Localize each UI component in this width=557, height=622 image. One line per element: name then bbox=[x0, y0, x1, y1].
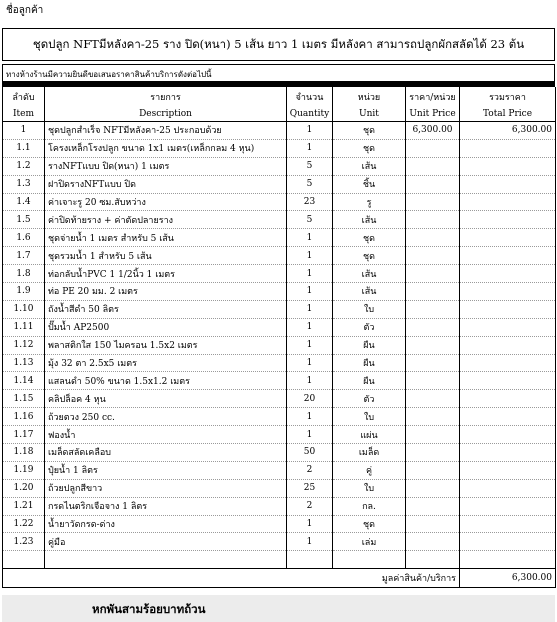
row-item-no: 1.23 bbox=[3, 533, 45, 551]
row-unit: ผืน bbox=[333, 336, 406, 354]
quotation-note: ทางห้างร้านมีความยินดีขอเสนอราคาสินค้าบริการดังต่อไปนี้ bbox=[2, 64, 555, 81]
empty-cell bbox=[406, 551, 460, 569]
header-quantity-en: Quantity bbox=[287, 107, 333, 122]
row-total-price bbox=[460, 497, 556, 515]
table-row bbox=[3, 193, 556, 211]
row-description: ปุ๋ยน้ำ 1 ลิตร bbox=[45, 461, 287, 479]
header-description-en: Description bbox=[45, 107, 287, 122]
row-item-no: 1.11 bbox=[3, 318, 45, 336]
table-row bbox=[3, 122, 556, 140]
header-unit-price-en: Unit Price bbox=[406, 107, 460, 122]
table-row bbox=[3, 426, 556, 444]
row-unit-price bbox=[406, 247, 460, 265]
row-item-no: 1.1 bbox=[3, 139, 45, 157]
row-unit-price bbox=[406, 515, 460, 533]
row-item-no: 1.17 bbox=[3, 426, 45, 444]
table-row bbox=[3, 300, 556, 318]
table-row bbox=[3, 283, 556, 301]
table-row bbox=[3, 479, 556, 497]
table-row bbox=[3, 372, 556, 390]
row-unit-price bbox=[406, 265, 460, 283]
quotation-table bbox=[2, 87, 556, 588]
row-total-price bbox=[460, 283, 556, 301]
row-quantity: 2 bbox=[287, 497, 333, 515]
table-row bbox=[3, 515, 556, 533]
row-unit-price bbox=[406, 390, 460, 408]
table-row bbox=[3, 390, 556, 408]
row-item-no: 1.16 bbox=[3, 408, 45, 426]
row-unit-price bbox=[406, 211, 460, 229]
row-item-no: 1.20 bbox=[3, 479, 45, 497]
row-item-no: 1.22 bbox=[3, 515, 45, 533]
row-unit-price bbox=[406, 229, 460, 247]
row-quantity: 1 bbox=[287, 515, 333, 533]
table-row bbox=[3, 408, 556, 426]
header-quantity: จำนวน bbox=[287, 87, 333, 107]
row-unit-price bbox=[406, 336, 460, 354]
row-item-no: 1.21 bbox=[3, 497, 45, 515]
row-description: ถ้วยปลูกสีขาว bbox=[45, 479, 287, 497]
row-total-price bbox=[460, 157, 556, 175]
header-item-no: ลำดับ bbox=[3, 87, 45, 107]
row-unit: ใบ bbox=[333, 300, 406, 318]
row-unit-price bbox=[406, 139, 460, 157]
header-item-no-en: Item bbox=[3, 107, 45, 122]
row-unit: เส้น bbox=[333, 283, 406, 301]
table-row bbox=[3, 336, 556, 354]
row-total-price bbox=[460, 354, 556, 372]
row-description: ฝาปิดรางNFTแบบ ปิด bbox=[45, 175, 287, 193]
empty-cell bbox=[333, 551, 406, 569]
row-quantity: 5 bbox=[287, 157, 333, 175]
row-total-price bbox=[460, 265, 556, 283]
row-unit: ใบ bbox=[333, 479, 406, 497]
amount-in-words bbox=[2, 595, 555, 622]
row-quantity: 5 bbox=[287, 211, 333, 229]
document-title bbox=[2, 28, 555, 61]
row-item-no: 1.19 bbox=[3, 461, 45, 479]
row-total-price bbox=[460, 247, 556, 265]
row-quantity: 5 bbox=[287, 175, 333, 193]
row-total-price bbox=[460, 211, 556, 229]
row-description: ค่าเจาะรู 20 ซม.สับหว่าง bbox=[45, 193, 287, 211]
amount-in-words-text: หกพันสามร้อยบาทถ้วน bbox=[92, 602, 206, 616]
row-quantity: 2 bbox=[287, 461, 333, 479]
row-quantity: 23 bbox=[287, 193, 333, 211]
row-unit: ชุด bbox=[333, 122, 406, 140]
row-description: ท่อกลับน้ำPVC 1 1/2นิ้ว 1 เมตร bbox=[45, 265, 287, 283]
row-unit: ชุด bbox=[333, 229, 406, 247]
row-unit: เส้น bbox=[333, 211, 406, 229]
row-quantity: 1 bbox=[287, 300, 333, 318]
row-quantity: 1 bbox=[287, 283, 333, 301]
row-description: กรดไนตริกเจือจาง 1 ลิตร bbox=[45, 497, 287, 515]
header-unit: หน่วย bbox=[333, 87, 406, 107]
empty-cell bbox=[45, 551, 287, 569]
row-description: พลาสติกใส 150 ไมครอน 1.5x2 เมตร bbox=[45, 336, 287, 354]
header-description: รายการ bbox=[45, 87, 287, 107]
row-unit-price bbox=[406, 426, 460, 444]
row-unit: ใบ bbox=[333, 408, 406, 426]
table-row bbox=[3, 175, 556, 193]
table-row bbox=[3, 461, 556, 479]
table-row bbox=[3, 265, 556, 283]
row-description: น้ำยาวัดกรด-ด่าง bbox=[45, 515, 287, 533]
row-unit: ชิ้น bbox=[333, 175, 406, 193]
row-total-price bbox=[460, 175, 556, 193]
row-description: ชุดปลูกสำเร็จ NFTมีหลังคา-25 ประกอบด้วย bbox=[45, 122, 287, 140]
row-unit: กล. bbox=[333, 497, 406, 515]
table-row bbox=[3, 318, 556, 336]
row-unit-price bbox=[406, 497, 460, 515]
row-description: ฟองน้ำ bbox=[45, 426, 287, 444]
total-label: มูลค่าสินค้า/บริการ bbox=[45, 569, 460, 588]
row-unit-price bbox=[406, 300, 460, 318]
row-unit-price bbox=[406, 157, 460, 175]
row-unit: ตัว bbox=[333, 390, 406, 408]
table-body bbox=[3, 122, 556, 588]
row-unit: ชุด bbox=[333, 139, 406, 157]
row-description: คู่มือ bbox=[45, 533, 287, 551]
row-quantity: 1 bbox=[287, 372, 333, 390]
table-header-english bbox=[3, 107, 556, 122]
row-total-price bbox=[460, 408, 556, 426]
row-total-price bbox=[460, 533, 556, 551]
row-quantity: 1 bbox=[287, 247, 333, 265]
row-description: แสลนดำ 50% ขนาด 1.5x1.2 เมตร bbox=[45, 372, 287, 390]
header-unit-en: Unit bbox=[333, 107, 406, 122]
row-description: ชุดรวมน้ำ 1 สำหรับ 5 เส้น bbox=[45, 247, 287, 265]
row-total-price bbox=[460, 426, 556, 444]
row-quantity: 1 bbox=[287, 318, 333, 336]
row-total-price bbox=[460, 444, 556, 462]
table-row bbox=[3, 139, 556, 157]
row-unit: ผืน bbox=[333, 372, 406, 390]
table-row bbox=[3, 157, 556, 175]
row-description: คลิปล็อค 4 หุน bbox=[45, 390, 287, 408]
row-quantity: 1 bbox=[287, 354, 333, 372]
row-quantity: 50 bbox=[287, 444, 333, 462]
row-item-no: 1.7 bbox=[3, 247, 45, 265]
row-unit-price bbox=[406, 193, 460, 211]
row-unit-price bbox=[406, 354, 460, 372]
row-unit-price bbox=[406, 175, 460, 193]
row-item-no: 1.8 bbox=[3, 265, 45, 283]
table-row-empty bbox=[3, 551, 556, 569]
row-unit: เล่ม bbox=[333, 533, 406, 551]
row-quantity: 1 bbox=[287, 408, 333, 426]
table-row bbox=[3, 533, 556, 551]
row-quantity: 1 bbox=[287, 139, 333, 157]
row-item-no: 1 bbox=[3, 122, 45, 140]
row-description: ท่อ PE 20 มม. 2 เมตร bbox=[45, 283, 287, 301]
header-total-price: รวมราคา bbox=[460, 87, 556, 107]
row-total-price: 6,300.00 bbox=[460, 122, 556, 140]
table-row bbox=[3, 444, 556, 462]
row-description: ชุดจ่ายน้ำ 1 เมตร สำหรับ 5 เส้น bbox=[45, 229, 287, 247]
table-row bbox=[3, 229, 556, 247]
document-title-text: ชุดปลูก NFTมีหลังคา-25 ราง ปิด(หนา) 5 เส้น ยาว 1 เมตร มีหลังคา สามารถปลูกผักสลัดได้ 23 ต้น bbox=[32, 36, 525, 51]
row-unit-price bbox=[406, 283, 460, 301]
table-row bbox=[3, 497, 556, 515]
row-total-price bbox=[460, 193, 556, 211]
header-total-price-en: Total Price bbox=[460, 107, 556, 122]
empty-cell bbox=[287, 551, 333, 569]
row-total-price bbox=[460, 139, 556, 157]
row-description: รางNFTแบบ ปิด(หนา) 1 เมตร bbox=[45, 157, 287, 175]
table-row bbox=[3, 211, 556, 229]
row-item-no: 1.13 bbox=[3, 354, 45, 372]
row-unit-price: 6,300.00 bbox=[406, 122, 460, 140]
row-quantity: 1 bbox=[287, 533, 333, 551]
row-item-no: 1.5 bbox=[3, 211, 45, 229]
row-unit-price bbox=[406, 533, 460, 551]
row-unit: ชุด bbox=[333, 515, 406, 533]
row-description: เมล็ดสลัดเคลือบ bbox=[45, 444, 287, 462]
row-quantity: 1 bbox=[287, 426, 333, 444]
row-total-price bbox=[460, 479, 556, 497]
row-unit-price bbox=[406, 479, 460, 497]
row-quantity: 20 bbox=[287, 390, 333, 408]
row-unit: เส้น bbox=[333, 265, 406, 283]
table-header-thai bbox=[3, 87, 556, 107]
row-item-no: 1.3 bbox=[3, 175, 45, 193]
row-item-no: 1.4 bbox=[3, 193, 45, 211]
row-item-no: 1.9 bbox=[3, 283, 45, 301]
row-unit-price bbox=[406, 318, 460, 336]
row-description: ค่าปิดท้ายราง + ค่าตัดปลายราง bbox=[45, 211, 287, 229]
row-item-no: 1.14 bbox=[3, 372, 45, 390]
row-total-price bbox=[460, 372, 556, 390]
table-row bbox=[3, 354, 556, 372]
customer-label: ชื่อลูกค้า bbox=[6, 5, 44, 16]
row-total-price bbox=[460, 461, 556, 479]
row-unit-price bbox=[406, 444, 460, 462]
row-item-no: 1.6 bbox=[3, 229, 45, 247]
empty-cell bbox=[460, 551, 556, 569]
empty-cell bbox=[3, 551, 45, 569]
row-total-price bbox=[460, 390, 556, 408]
row-unit: แผ่น bbox=[333, 426, 406, 444]
row-unit: ตัว bbox=[333, 318, 406, 336]
row-description: ถังน้ำสีดำ 50 ลิตร bbox=[45, 300, 287, 318]
row-unit: รู bbox=[333, 193, 406, 211]
row-item-no: 1.12 bbox=[3, 336, 45, 354]
row-description: โครงเหล็กโรงปลูก ขนาด 1x1 เมตร(เหล็กกลม 4 หุน) bbox=[45, 139, 287, 157]
row-description: มุ้ง 32 ตา 2.5x5 เมตร bbox=[45, 354, 287, 372]
row-item-no: 1.15 bbox=[3, 390, 45, 408]
row-quantity: 1 bbox=[287, 336, 333, 354]
table-row bbox=[3, 247, 556, 265]
row-description: ถ้วยตวง 250 cc. bbox=[45, 408, 287, 426]
row-item-no: 1.18 bbox=[3, 444, 45, 462]
row-quantity: 1 bbox=[287, 122, 333, 140]
row-unit: คู่ bbox=[333, 461, 406, 479]
row-quantity: 1 bbox=[287, 229, 333, 247]
row-unit: เมล็ด bbox=[333, 444, 406, 462]
row-item-no: 1.2 bbox=[3, 157, 45, 175]
row-unit: ชุด bbox=[333, 247, 406, 265]
row-unit-price bbox=[406, 372, 460, 390]
row-quantity: 25 bbox=[287, 479, 333, 497]
row-total-price bbox=[460, 318, 556, 336]
header-unit-price: ราคา/หน่วย bbox=[406, 87, 460, 107]
row-unit-price bbox=[406, 408, 460, 426]
row-unit-price bbox=[406, 461, 460, 479]
row-total-price bbox=[460, 336, 556, 354]
row-unit: เส้น bbox=[333, 157, 406, 175]
row-description: ปั๊มน้ำ AP2500 bbox=[45, 318, 287, 336]
row-item-no: 1.10 bbox=[3, 300, 45, 318]
row-unit: ผืน bbox=[333, 354, 406, 372]
row-total-price bbox=[460, 300, 556, 318]
row-total-price bbox=[460, 229, 556, 247]
row-quantity: 1 bbox=[287, 265, 333, 283]
total-row bbox=[3, 569, 556, 588]
row-total-price bbox=[460, 515, 556, 533]
total-spacer bbox=[3, 569, 45, 588]
total-value: 6,300.00 bbox=[460, 569, 556, 588]
